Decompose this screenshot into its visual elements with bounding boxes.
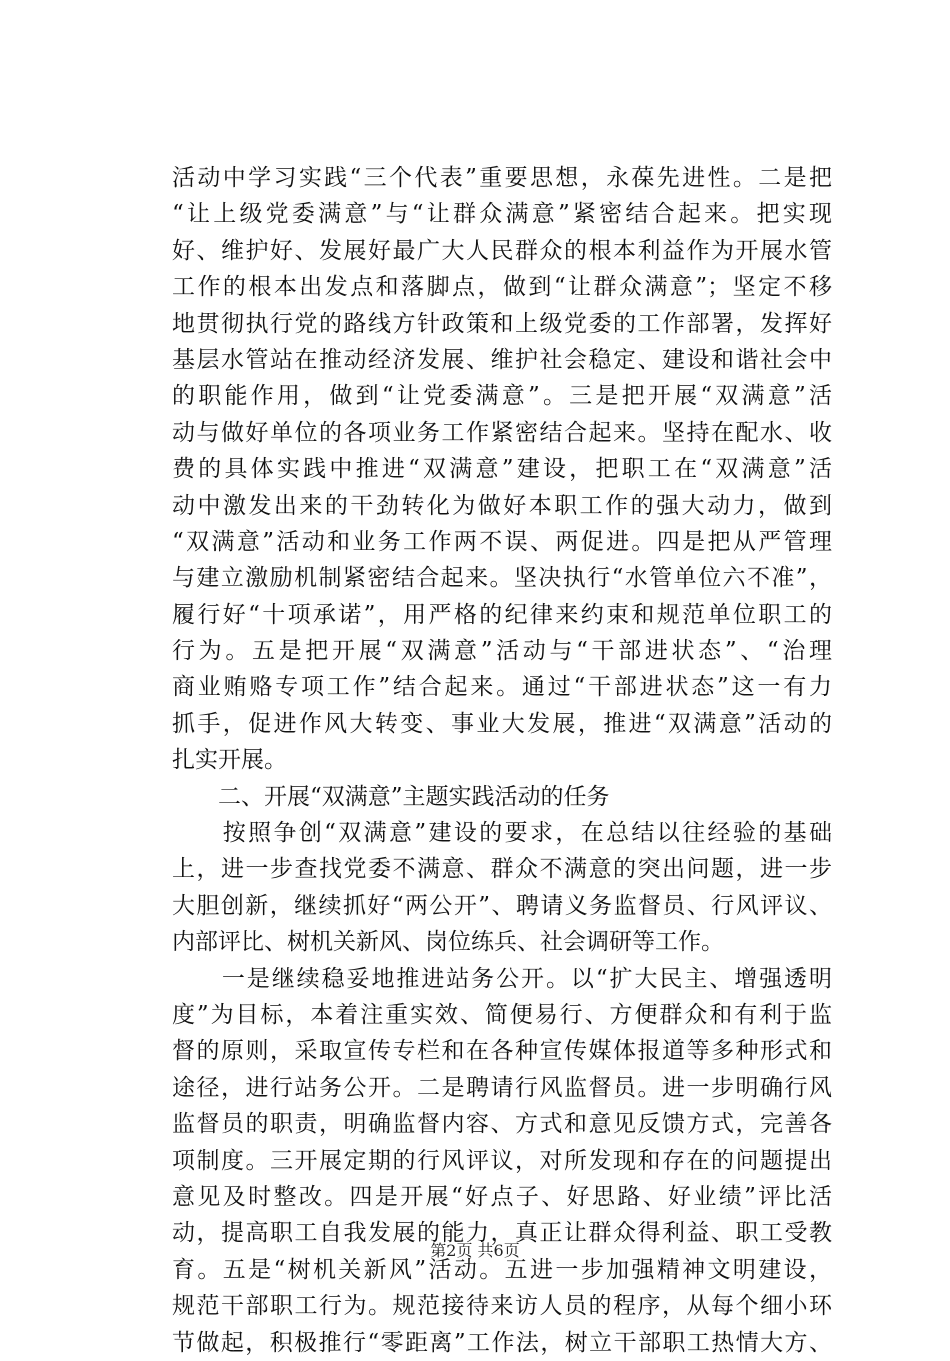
text-line: 大胆创新，继续抓好“两公开”、聘请义务监督员、行风评议、 [172, 892, 832, 919]
text-line: 扎实开展。 [172, 747, 287, 774]
text-line: 督的原则，采取宣传专栏和在各种宣传媒体报道等多种形式和 [172, 1038, 832, 1065]
text-line: 意见及时整改。四是开展“好点子、好思路、好业绩”评比活 [172, 1183, 832, 1210]
text-line: 育。五是“树机关新风”活动。五进一步加强精神文明建设， [172, 1256, 832, 1283]
text-line: 途径，进行站务公开。二是聘请行风监督员。进一步明确行风 [172, 1074, 832, 1101]
section-heading: 二、开展“双满意”主题实践活动的任务 [172, 783, 610, 810]
text-line: 工作的根本出发点和落脚点，做到“让群众满意”；坚定不移 [172, 274, 832, 301]
text-line: 上，进一步查找党委不满意、群众不满意的突出问题，进一步 [172, 856, 832, 883]
text-line: 内部评比、树机关新风、岗位练兵、社会调研等工作。 [172, 929, 724, 956]
text-line: 活动中学习实践“三个代表”重要思想，永葆先进性。二是把 [172, 165, 832, 191]
text-line: 商业贿赂专项工作”结合起来。通过“干部进状态”这一有力 [172, 674, 832, 701]
text-line: 好、维护好、发展好最广大人民群众的根本利益作为开展水管 [172, 237, 832, 264]
text-line: 按照争创“双满意”建设的要求，在总结以往经验的基础 [172, 820, 832, 847]
text-line: 动，提高职工自我发展的能力，真正让群众得利益、职工受教 [172, 1220, 832, 1247]
page-number-footer: 第2页 共6页 [430, 1241, 520, 1260]
text-line: 规范干部职工行为。规范接待来访人员的程序，从每个细小环 [172, 1293, 832, 1320]
document-body [172, 160, 832, 1361]
text-line: “让上级党委满意”与“让群众满意”紧密结合起来。把实现 [172, 201, 832, 228]
text-line: 费的具体实践中推进“双满意”建设，把职工在“双满意”活 [172, 456, 832, 483]
text-line: 抓手，促进作风大转变、事业大发展，推进“双满意”活动的 [172, 710, 832, 737]
text-line: 项制度。三开展定期的行风评议，对所发现和存在的问题提出 [172, 1147, 832, 1174]
text-line: 动中激发出来的干劲转化为做好本职工作的强大动力，做到 [172, 492, 832, 519]
text-line: 度”为目标，本着注重实效、简便易行、方便群众和有利于监 [172, 1001, 832, 1028]
text-line: 的职能作用，做到“让党委满意”。三是把开展“双满意”活 [172, 383, 832, 410]
text-line: “双满意”活动和业务工作两不误、两促进。四是把从严管理 [172, 528, 832, 555]
text-line: 监督员的职责，明确监督内容、方式和意见反馈方式，完善各 [172, 1111, 832, 1138]
text-line: 履行好“十项承诺”，用严格的纪律来约束和规范单位职工的 [172, 601, 832, 628]
text-line: 节做起，积极推行“零距离”工作法，树立干部职工热情大方、 [172, 1329, 832, 1356]
text-line: 与建立激励机制紧密结合起来。坚决执行“水管单位六不准”， [172, 565, 832, 592]
text-line: 动与做好单位的各项业务工作紧密结合起来。坚持在配水、收 [172, 419, 832, 446]
text-line: 地贯彻执行党的路线方针政策和上级党委的工作部署，发挥好 [172, 310, 832, 337]
text-line: 一是继续稳妥地推进站务公开。以“扩大民主、增强透明 [172, 965, 832, 992]
text-line: 行为。五是把开展“双满意”活动与“干部进状态”、“治理 [172, 638, 832, 665]
text-line: 基层水管站在推动经济发展、维护社会稳定、建设和谐社会中 [172, 346, 832, 373]
